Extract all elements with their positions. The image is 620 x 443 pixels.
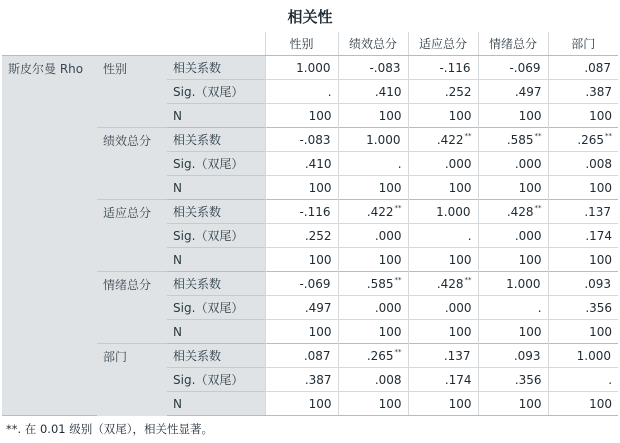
- stat-label: Sig.（双尾）: [167, 152, 265, 176]
- data-cell: 100: [408, 392, 478, 416]
- data-cell: [265, 56, 338, 80]
- stat-label: N: [167, 176, 265, 200]
- cell-value: .087: [303, 349, 331, 363]
- cell-value: -.083: [369, 61, 401, 75]
- data-cell: [548, 344, 618, 368]
- stat-label: 相关系数: [167, 128, 265, 152]
- data-cell: .387: [548, 80, 618, 104]
- data-cell: [408, 272, 478, 296]
- data-cell: 100: [408, 248, 478, 272]
- data-cell: [478, 56, 548, 80]
- cell-value: .137: [443, 349, 471, 363]
- stat-label: Sig.（双尾）: [167, 224, 265, 248]
- data-cell: [408, 128, 478, 152]
- stat-label: N: [167, 104, 265, 128]
- data-cell: [338, 200, 408, 224]
- data-cell: 100: [548, 392, 618, 416]
- data-cell: .252: [408, 80, 478, 104]
- data-cell: 100: [548, 248, 618, 272]
- data-cell: .387: [265, 368, 338, 392]
- data-cell: .008: [338, 368, 408, 392]
- data-cell: 100: [338, 176, 408, 200]
- header-blank: [2, 32, 265, 56]
- variable-label: 适应总分: [97, 200, 167, 272]
- cell-value: .585: [506, 133, 534, 147]
- header-row: [2, 32, 618, 56]
- variable-label: 情绪总分: [97, 272, 167, 344]
- significance-mark: **: [534, 132, 542, 140]
- data-cell: [338, 56, 408, 80]
- data-cell: .174: [548, 224, 618, 248]
- col-header: 适应总分: [408, 32, 478, 56]
- cell-value: .093: [513, 349, 541, 363]
- data-cell: 100: [548, 176, 618, 200]
- correlation-table: [2, 32, 618, 416]
- stat-label: N: [167, 248, 265, 272]
- data-cell: [548, 56, 618, 80]
- data-cell: [265, 344, 338, 368]
- data-cell: [408, 200, 478, 224]
- data-cell: .410: [338, 80, 408, 104]
- table-row: [2, 56, 618, 80]
- data-cell: [265, 200, 338, 224]
- cell-value: 1.000: [506, 277, 541, 291]
- cell-value: -.116: [299, 205, 331, 219]
- col-header: 绩效总分: [338, 32, 408, 56]
- cell-value: 1.000: [296, 61, 331, 75]
- cell-value: -.069: [299, 277, 331, 291]
- cell-value: -.083: [299, 133, 331, 147]
- significance-mark: **: [464, 276, 472, 284]
- data-cell: .000: [338, 224, 408, 248]
- data-cell: 100: [408, 104, 478, 128]
- significance-mark: **: [464, 132, 472, 140]
- cell-value: .265: [366, 349, 394, 363]
- cell-value: .585: [366, 277, 394, 291]
- data-cell: [338, 128, 408, 152]
- data-cell: [408, 344, 478, 368]
- data-cell: 100: [338, 248, 408, 272]
- data-cell: [548, 272, 618, 296]
- data-cell: .000: [478, 224, 548, 248]
- significance-mark: **: [605, 132, 613, 140]
- significance-mark: **: [394, 276, 402, 284]
- data-cell: .: [265, 80, 338, 104]
- cell-value: .422: [366, 205, 394, 219]
- significance-mark: **: [394, 204, 402, 212]
- stat-label: N: [167, 392, 265, 416]
- stat-label: Sig.（双尾）: [167, 368, 265, 392]
- stat-label: 相关系数: [167, 344, 265, 368]
- data-cell: 100: [478, 248, 548, 272]
- data-cell: .174: [408, 368, 478, 392]
- variable-label: 部门: [97, 344, 167, 416]
- data-cell: 100: [265, 176, 338, 200]
- table-body: [2, 56, 618, 416]
- cell-value: -.069: [509, 61, 541, 75]
- cell-value: .265: [577, 133, 605, 147]
- data-cell: .000: [338, 296, 408, 320]
- data-cell: [478, 200, 548, 224]
- cell-value: .093: [584, 277, 612, 291]
- data-cell: [478, 272, 548, 296]
- data-cell: 100: [478, 320, 548, 344]
- data-cell: [408, 56, 478, 80]
- data-cell: [548, 128, 618, 152]
- data-cell: .356: [548, 296, 618, 320]
- data-cell: 100: [478, 176, 548, 200]
- significance-mark: **: [394, 348, 402, 356]
- data-cell: .: [548, 368, 618, 392]
- data-cell: .497: [478, 80, 548, 104]
- table-title: 相关性: [287, 8, 333, 26]
- method-label: 斯皮尔曼 Rho: [2, 56, 97, 416]
- data-cell: 100: [265, 104, 338, 128]
- cell-value: 1.000: [576, 349, 612, 363]
- cell-value: .137: [584, 205, 612, 219]
- data-cell: [265, 128, 338, 152]
- data-cell: .000: [408, 152, 478, 176]
- stat-label: Sig.（双尾）: [167, 296, 265, 320]
- stat-label: 相关系数: [167, 56, 265, 80]
- cell-value: .428: [506, 205, 534, 219]
- stat-label: 相关系数: [167, 200, 265, 224]
- cell-value: 1.000: [366, 133, 401, 147]
- data-cell: .356: [478, 368, 548, 392]
- data-cell: 100: [548, 320, 618, 344]
- data-cell: [478, 128, 548, 152]
- cell-value: .422: [436, 133, 464, 147]
- variable-label: 性别: [97, 56, 167, 128]
- data-cell: .: [338, 152, 408, 176]
- data-cell: 100: [408, 320, 478, 344]
- data-cell: .497: [265, 296, 338, 320]
- significance-mark: **: [534, 204, 542, 212]
- cell-value: -.116: [439, 61, 471, 75]
- data-cell: 100: [265, 392, 338, 416]
- col-header: 部门: [548, 32, 618, 56]
- cell-value: .428: [436, 277, 464, 291]
- col-header: 情绪总分: [478, 32, 548, 56]
- data-cell: .: [408, 224, 478, 248]
- data-cell: .000: [478, 152, 548, 176]
- stat-label: N: [167, 320, 265, 344]
- data-cell: .252: [265, 224, 338, 248]
- data-cell: 100: [478, 104, 548, 128]
- data-cell: .410: [265, 152, 338, 176]
- data-cell: 100: [338, 320, 408, 344]
- data-cell: .000: [408, 296, 478, 320]
- data-cell: 100: [408, 176, 478, 200]
- data-cell: [338, 272, 408, 296]
- data-cell: 100: [338, 392, 408, 416]
- variable-label: 绩效总分: [97, 128, 167, 200]
- data-cell: [478, 344, 548, 368]
- data-cell: .: [478, 296, 548, 320]
- data-cell: 100: [265, 248, 338, 272]
- cell-value: 1.000: [436, 205, 471, 219]
- data-cell: [265, 272, 338, 296]
- stat-label: 相关系数: [167, 272, 265, 296]
- data-cell: [338, 344, 408, 368]
- data-cell: 100: [338, 104, 408, 128]
- col-header: 性别: [265, 32, 338, 56]
- data-cell: 100: [478, 392, 548, 416]
- cell-value: .087: [584, 61, 612, 75]
- data-cell: [548, 200, 618, 224]
- stat-label: Sig.（双尾）: [167, 80, 265, 104]
- data-cell: 100: [548, 104, 618, 128]
- data-cell: .008: [548, 152, 618, 176]
- data-cell: 100: [265, 320, 338, 344]
- footnote: **. 在 0.01 级别（双尾），相关性显著。: [6, 422, 213, 436]
